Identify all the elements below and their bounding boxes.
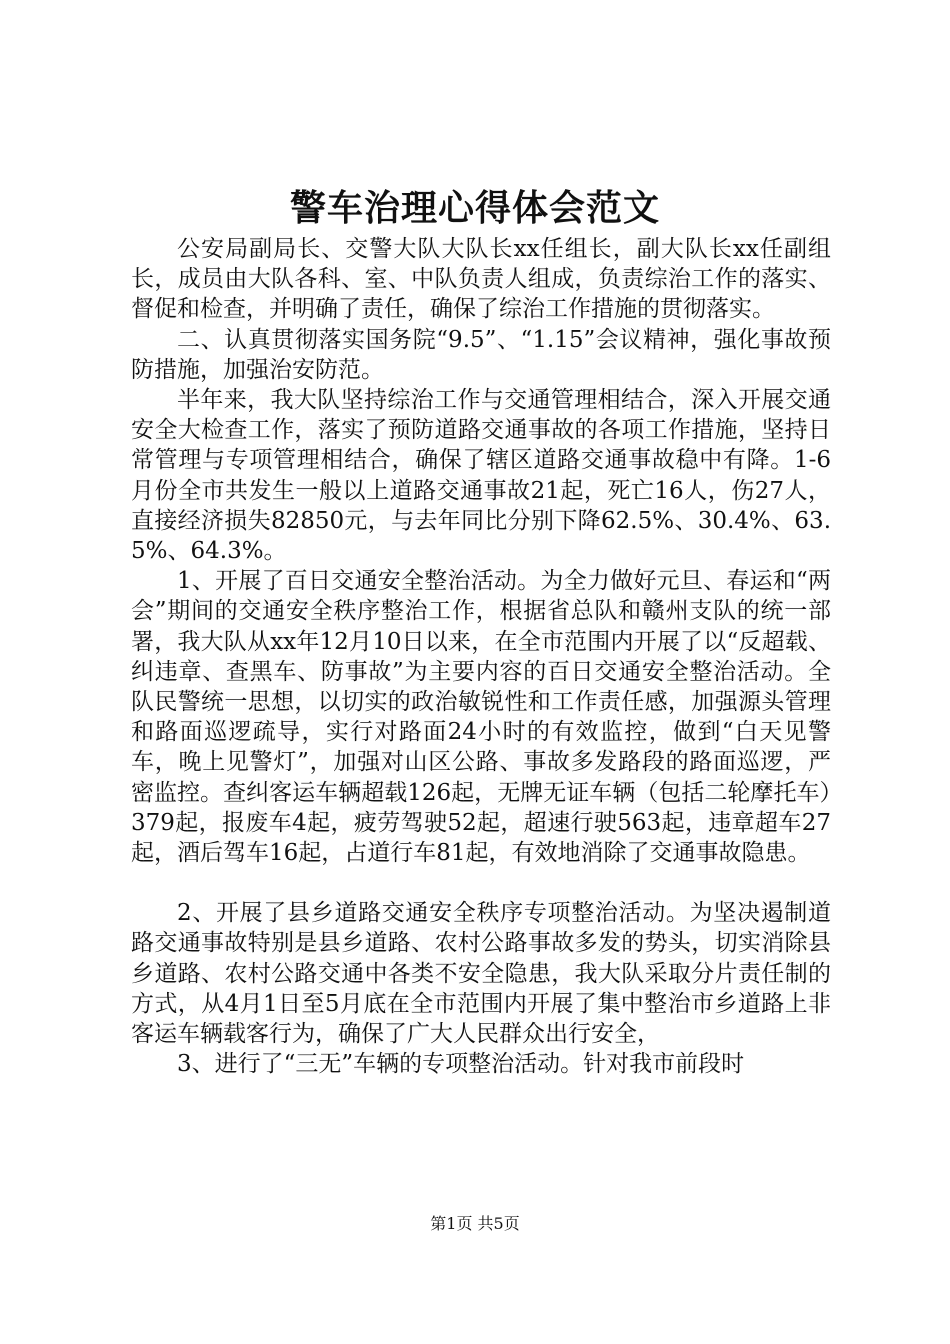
- document-title: 警车治理心得体会范文: [289, 187, 660, 229]
- paragraph-5: 2、开展了县乡道路交通安全秩序专项整治活动。为坚决遏制道路交通事故特别是县乡道路、农村公路事故多发的势头，切实消除县乡道路、农村公路交通中各类不安全隐患，我大队采取分片责任制的方式，从4月1日至5月底在全市范围内开展了集中整治市乡道路上非客运车辆载客行为，确保了广大人民群众出行安全，: [131, 900, 831, 1048]
- page-footer: 第1页 共5页: [430, 1214, 520, 1233]
- paragraph-6: 3、进行了“三无”车辆的专项整治活动。针对我市前段时: [177, 1051, 745, 1078]
- paragraph-2: 二、认真贯彻落实国务院“9.5”、“1.15”会议精神，强化事故预防措施，加强治安防范。: [131, 326, 831, 383]
- paragraph-1: 公安局副局长、交警大队大队长xx任组长，副大队长xx任副组长，成员由大队各科、室、中队负责人组成，负责综治工作的落实、督促和检查，并明确了责任，确保了综治工作措施的贯彻落实。: [131, 236, 831, 323]
- paragraph-4: 1、开展了百日交通安全整治活动。为全力做好元旦、春运和“两会”期间的交通安全秩序整治工作，根据省总队和赣州支队的统一部署，我大队从xx年12月10日以来，在全市范围内开展了以“反超载、纠违章、查黑车、防事故”为主要内容的百日交通安全整治活动。全队民警统一思想，以切实的政治敏锐性和工作责任感，加强源头管理和路面巡逻疏导，实行对路面24小时的有效监控，做到“白天见警车，晚上见警灯”，加强对山区公路、事故多发路段的路面巡逻，严密监控。查纠客运车辆超载126起，无牌无证车辆（包括二轮摩托车）379起，报废车4起，疲劳驾驶52起，超速行驶563起，违章超车27起，酒后驾车16起，占道行车81起，有效地消除了交通事故隐患。: [131, 568, 831, 867]
- document-body: [131, 234, 831, 1079]
- paragraph-3: 半年来，我大队坚持综治工作与交通管理相结合，深入开展交通安全大检查工作，落实了预防道路交通事故的各项工作措施，坚持日常管理与专项管理相结合，确保了辖区道路交通事故稳中有降。1-6月份全市共发生一般以上道路交通事故21起，死亡16人，伤27人，直接经济损失82850元，与去年同比分别下降62.5%、30.4%、63.5%、64.3%。: [131, 387, 831, 565]
